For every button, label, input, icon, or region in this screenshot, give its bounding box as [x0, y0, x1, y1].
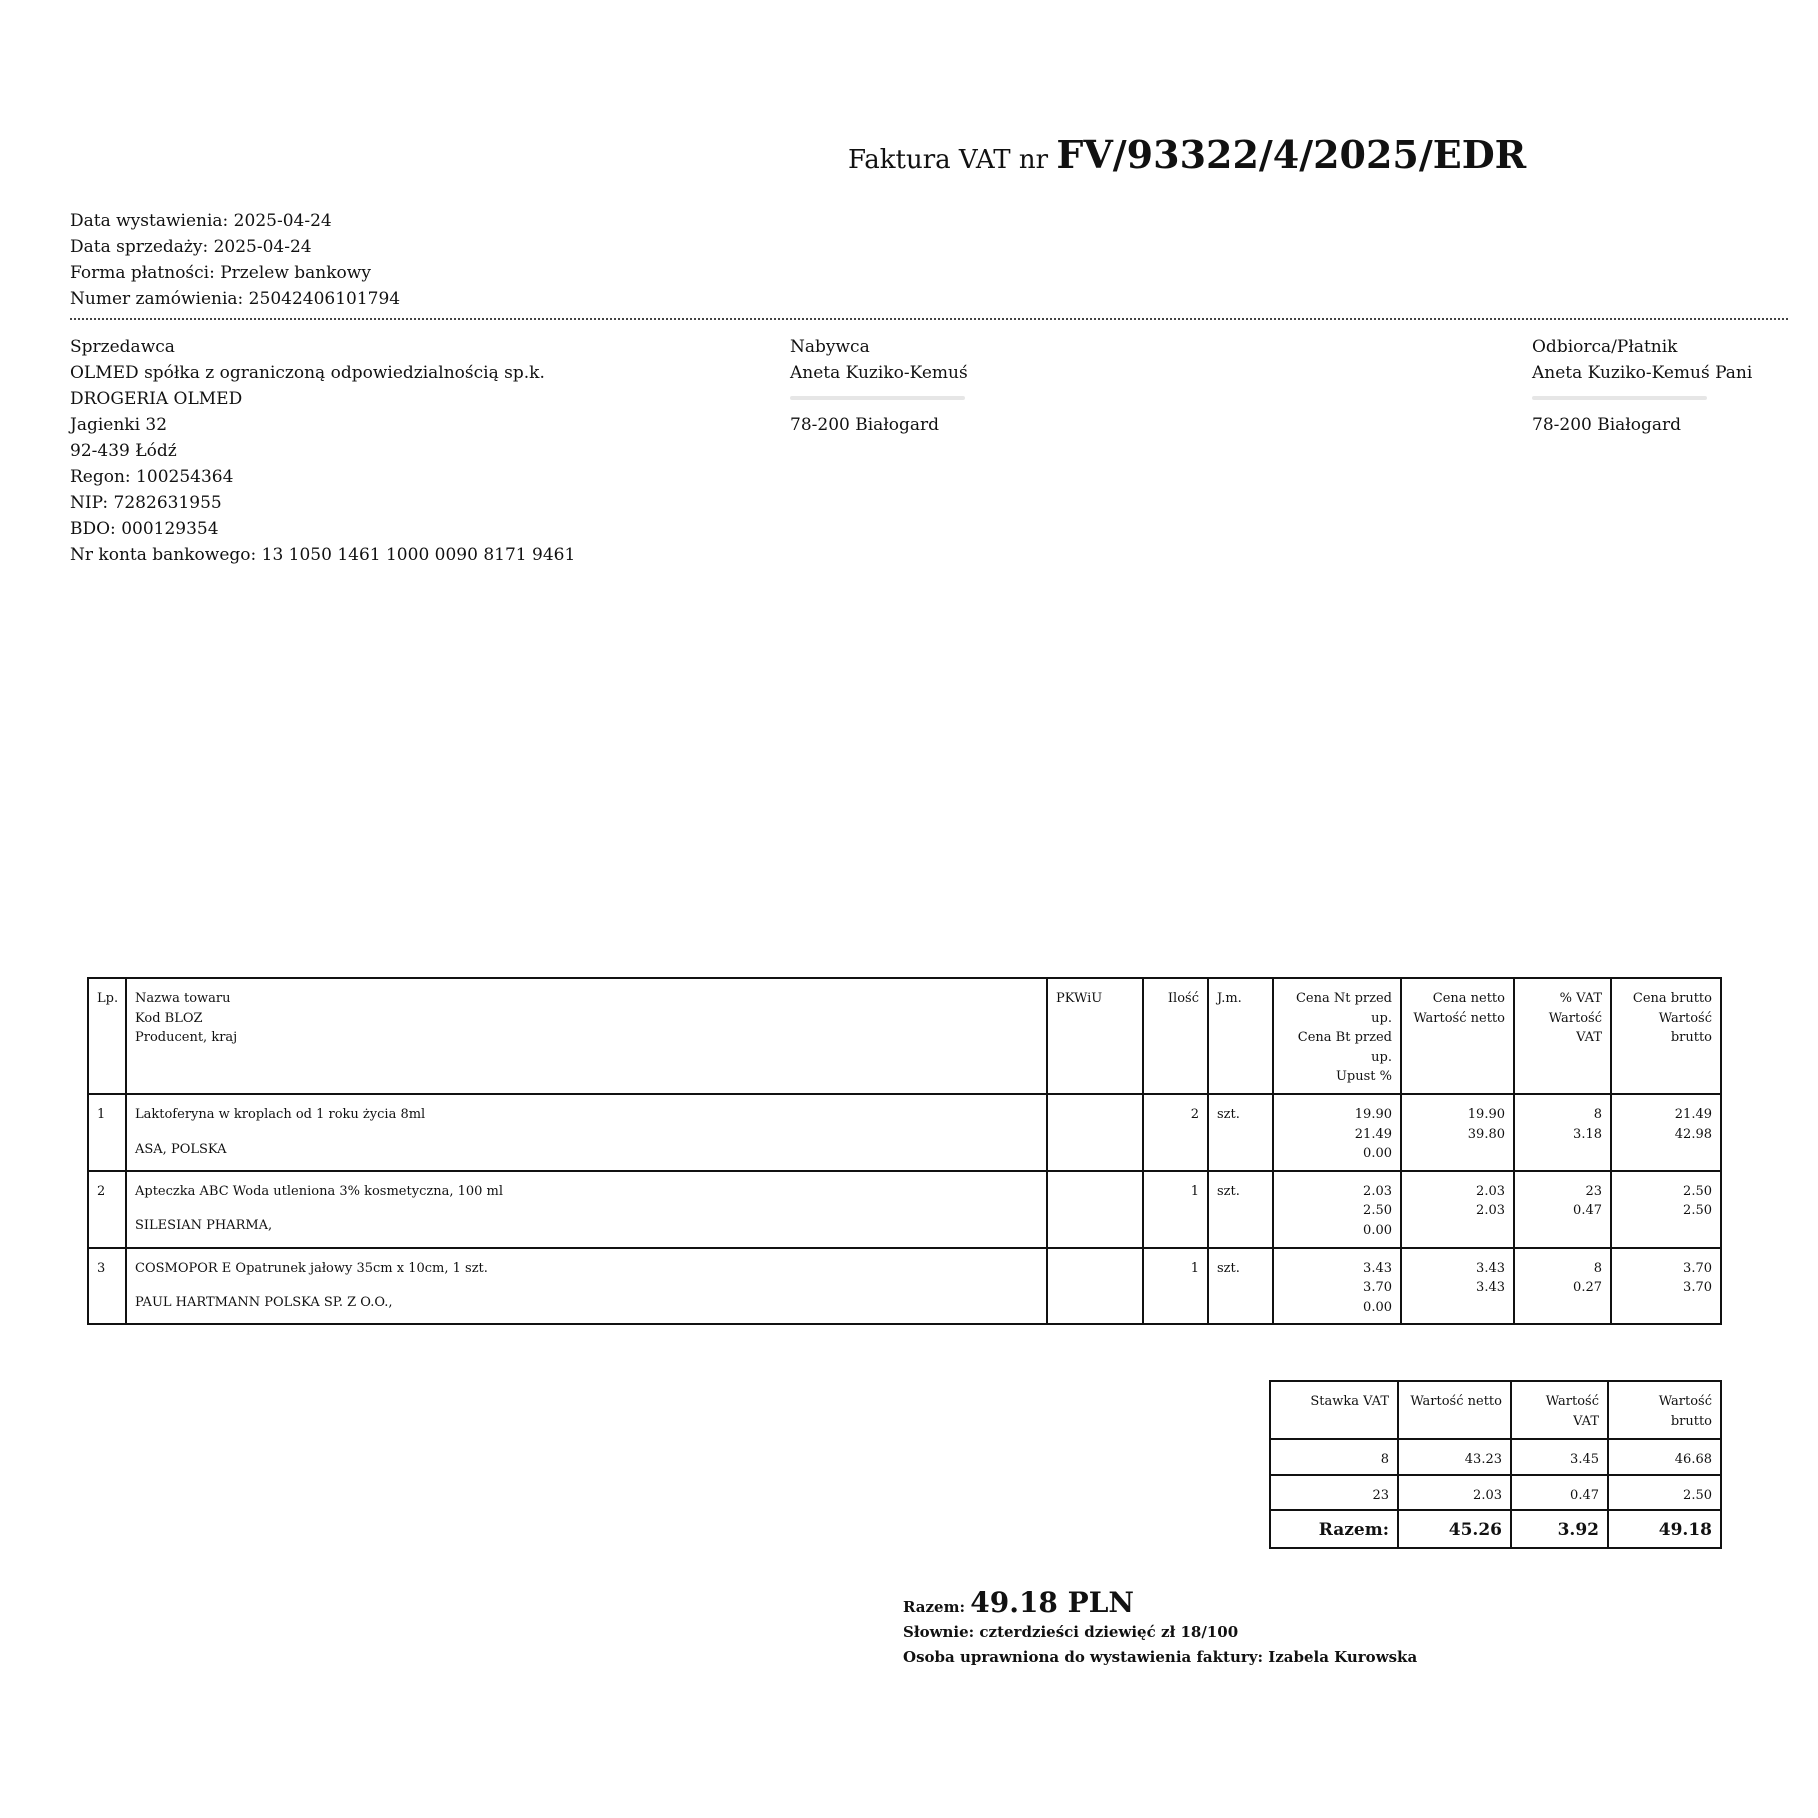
table-row: 23 2.03 0.47 2.50: [1270, 1475, 1721, 1511]
invoice-footer: [903, 1586, 1418, 1670]
seller-shop: DROGERIA OLMED: [70, 389, 243, 409]
invoice-number: FV/93322/4/2025/EDR: [1056, 132, 1527, 177]
buyer-block: [790, 334, 968, 438]
seller-regon: Regon: 100254364: [70, 467, 234, 487]
col-gross: Cena brutto Wartość brutto: [1611, 978, 1721, 1094]
col-lp: Lp.: [88, 978, 126, 1094]
amount-in-words: Słownie: czterdzieści dziewięć zł 18/100: [903, 1623, 1239, 1641]
dotted-divider: [70, 318, 1788, 320]
vat-summary-table: [1269, 1380, 1722, 1549]
col-net-value: Wartość netto: [1398, 1381, 1511, 1439]
summary-header-row: [1270, 1381, 1721, 1439]
table-row: 3 COSMOPOR E Opatrunek jałowy 35cm x 10cm, 1 szt. PAUL HARTMANN POLSKA SP. Z O.O., 1 szt. 3.43 3.70 0.00 3.43 3.43 8 0.27 3.70 3.70: [88, 1248, 1721, 1325]
sale-date: Data sprzedaży: 2025-04-24: [70, 237, 312, 257]
product-producer: SILESIAN PHARMA,: [135, 1218, 273, 1234]
recipient-redacted-address: [1532, 386, 1752, 412]
product-name: COSMOPOR E Opatrunek jałowy 35cm x 10cm, 1 szt.: [135, 1260, 488, 1276]
items-table: [87, 977, 1722, 1325]
authorized-issuer: Osoba uprawniona do wystawienia faktury: Izabela Kurowska: [903, 1648, 1418, 1666]
col-vat: % VAT Wartość VAT: [1514, 978, 1611, 1094]
invoice-title-prefix: Faktura VAT nr: [848, 145, 1049, 175]
summary-total-gross: 49.18: [1608, 1510, 1721, 1548]
table-row: 1 Laktoferyna w kroplach od 1 roku życia 8ml ASA, POLSKA 2 szt. 19.90 21.49 0.00 19.90 39.80 8 3.18 21.49 42.98: [88, 1094, 1721, 1171]
payment-method: Forma płatności: Przelew bankowy: [70, 263, 371, 283]
order-number: Numer zamówienia: 25042406101794: [70, 289, 401, 309]
grand-total: [903, 1586, 1417, 1620]
seller-bank-account: Nr konta bankowego: 13 1050 1461 1000 0090 8171 9461: [70, 545, 576, 565]
buyer-heading: Nabywca: [790, 337, 870, 357]
col-gross-value: Wartość brutto: [1608, 1381, 1721, 1439]
items-header-row: [88, 978, 1721, 1094]
col-pkwiu: PKWiU: [1047, 978, 1143, 1094]
seller-name: OLMED spółka z ograniczoną odpowiedzialnością sp.k.: [70, 363, 545, 383]
recipient-name: Aneta Kuziko-Kemuś Pani: [1532, 363, 1753, 383]
issue-date: Data wystawienia: 2025-04-24: [70, 211, 332, 231]
seller-nip: NIP: 7282631955: [70, 493, 222, 513]
seller-city: 92-439 Łódź: [70, 441, 177, 461]
buyer-name: Aneta Kuziko-Kemuś: [790, 363, 968, 383]
summary-total-net: 45.26: [1398, 1510, 1511, 1548]
col-name: Nazwa towaru Kod BLOZ Producent, kraj: [126, 978, 1047, 1094]
table-row: 8 43.23 3.45 46.68: [1270, 1439, 1721, 1475]
invoice-title: [848, 132, 1526, 177]
col-vat-value: Wartość VAT: [1511, 1381, 1608, 1439]
seller-block: [70, 334, 575, 568]
product-producer: PAUL HARTMANN POLSKA SP. Z O.O.,: [135, 1295, 393, 1311]
seller-street: Jagienki 32: [70, 415, 168, 435]
summary-total-row: [1270, 1510, 1721, 1548]
col-net: Cena netto Wartość netto: [1401, 978, 1514, 1094]
product-name: Apteczka ABC Woda utleniona 3% kosmetyczna, 100 ml: [135, 1183, 504, 1199]
invoice-meta: [70, 208, 400, 312]
grand-total-value: 49.18 PLN: [970, 1586, 1134, 1619]
col-unit: J.m.: [1208, 978, 1273, 1094]
seller-bdo: BDO: 000129354: [70, 519, 219, 539]
recipient-heading: Odbiorca/Płatnik: [1532, 337, 1678, 357]
recipient-city: 78-200 Białogard: [1532, 415, 1682, 435]
recipient-block: [1532, 334, 1752, 438]
buyer-city: 78-200 Białogard: [790, 415, 940, 435]
seller-heading: Sprzedawca: [70, 337, 175, 357]
product-producer: ASA, POLSKA: [135, 1141, 227, 1157]
grand-total-label: Razem:: [903, 1598, 965, 1616]
table-row: 2 Apteczka ABC Woda utleniona 3% kosmetyczna, 100 ml SILESIAN PHARMA, 1 szt. 2.03 2.50 0.00 2.03 2.03 23 0.47 2.50 2.50: [88, 1171, 1721, 1248]
summary-total-vat: 3.92: [1511, 1510, 1608, 1548]
product-name: Laktoferyna w kroplach od 1 roku życia 8ml: [135, 1106, 426, 1122]
col-price-before: Cena Nt przed up. Cena Bt przed up. Upust %: [1273, 978, 1401, 1094]
col-qty: Ilość: [1143, 978, 1208, 1094]
summary-total-label: Razem:: [1270, 1510, 1398, 1548]
buyer-redacted-address: [790, 386, 968, 412]
col-vat-rate: Stawka VAT: [1270, 1381, 1398, 1439]
